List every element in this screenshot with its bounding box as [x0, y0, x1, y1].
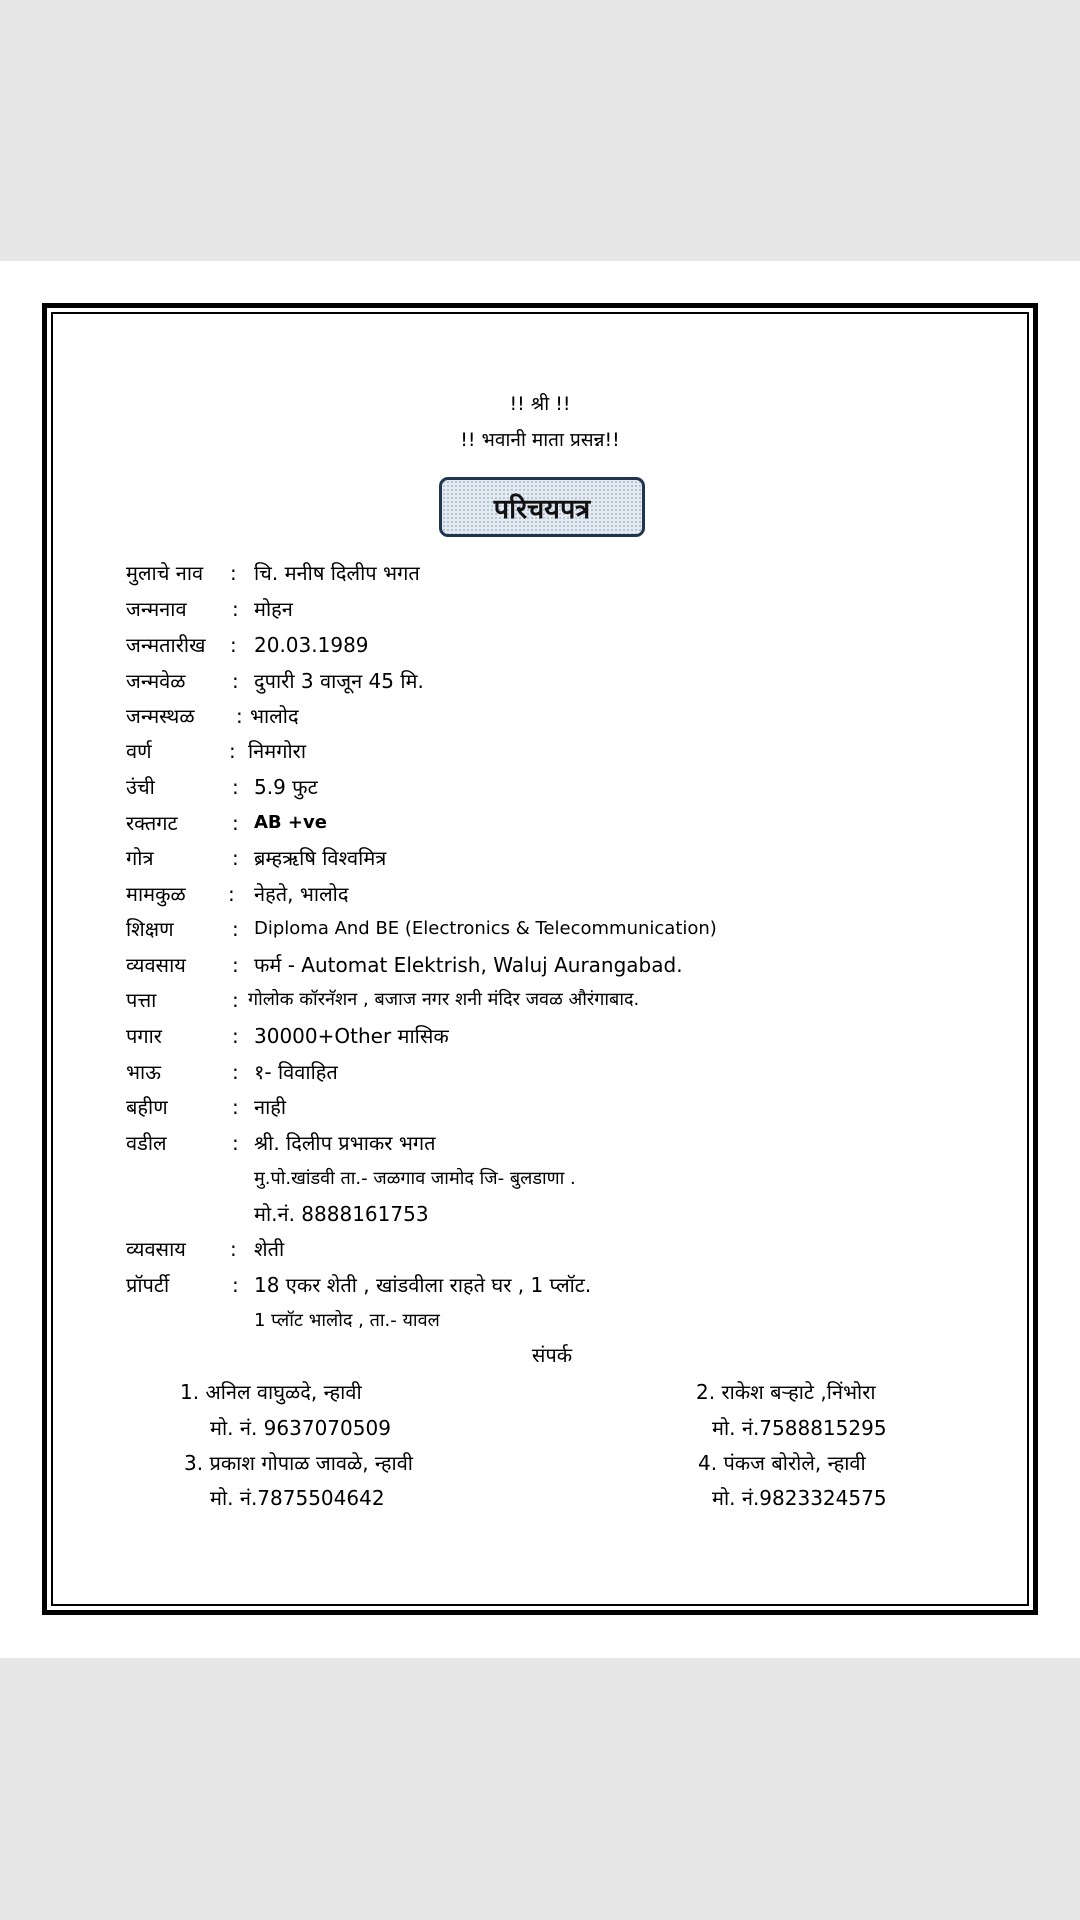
detail-value: दुपारी 3 वाजून 45 मि.	[254, 669, 424, 693]
detail-value: 20.03.1989	[254, 633, 369, 657]
detail-colon: :	[232, 1095, 239, 1119]
contact-phone: मो. नं.7588815295	[712, 1416, 887, 1440]
contact-phone: मो. नं.7875504642	[210, 1486, 385, 1510]
detail-label: जन्मस्थळ	[126, 704, 195, 728]
blessing-line-2: !! भवानी माता प्रसन्न!!	[460, 429, 620, 451]
detail-label: रक्तगट	[126, 811, 178, 835]
detail-label: व्यवसाय	[126, 953, 186, 977]
detail-value: नेहते, भालोद	[254, 882, 349, 906]
detail-label: प्रॉपर्टी	[126, 1273, 170, 1297]
detail-value: शेती	[254, 1237, 285, 1261]
detail-label: गोत्र	[126, 846, 154, 870]
detail-label: भाऊ	[126, 1060, 161, 1084]
detail-value: फर्म - Automat Elektrish, Waluj Aurangabad.	[254, 953, 683, 977]
detail-value: मोहन	[254, 597, 293, 621]
blessing-line-1: !! श्री !!	[509, 393, 571, 415]
property-extra: 1 प्लॉट भालोद , ता.- यावल	[254, 1310, 440, 1331]
detail-value: चि. मनीष दिलीप भगत	[254, 561, 420, 585]
detail-colon: :	[232, 846, 239, 870]
detail-colon: :	[232, 917, 239, 941]
detail-value: 18 एकर शेती , खांडवीला राहते घर , 1 प्लॉट.	[254, 1273, 592, 1297]
detail-colon: :	[229, 739, 236, 763]
detail-colon: :	[232, 1060, 239, 1084]
detail-colon: :	[230, 1237, 237, 1261]
detail-label: पगार	[126, 1024, 162, 1048]
detail-label: उंची	[126, 775, 155, 799]
title-badge	[439, 477, 645, 537]
detail-colon: :	[232, 597, 239, 621]
detail-colon: :	[232, 1024, 239, 1048]
father-address: मु.पो.खांडवी ता.- जळगाव जामोद जि- बुलडाणा .	[254, 1168, 576, 1189]
detail-colon: :	[232, 988, 239, 1012]
detail-colon: :	[232, 953, 239, 977]
contacts-heading: संपर्क	[531, 1343, 573, 1367]
detail-colon: :	[230, 561, 237, 585]
detail-label: शिक्षण	[126, 917, 174, 941]
detail-colon: :	[228, 882, 235, 906]
detail-value: 30000+Other मासिक	[254, 1024, 449, 1048]
detail-colon: :	[232, 811, 239, 835]
detail-colon: :	[232, 1273, 239, 1297]
detail-label: मामकुळ	[126, 882, 186, 906]
detail-colon: :	[232, 669, 239, 693]
detail-value: श्री. दिलीप प्रभाकर भगत	[254, 1131, 436, 1155]
detail-value: निमगोरा	[248, 739, 307, 763]
detail-label: व्यवसाय	[126, 1237, 186, 1261]
detail-value: १- विवाहित	[254, 1060, 338, 1084]
detail-value: भालोद	[250, 704, 299, 728]
contact-phone: मो. नं.9823324575	[712, 1486, 887, 1510]
father-mobile: मो.नं. 8888161753	[254, 1202, 429, 1226]
detail-label: वडील	[126, 1131, 167, 1155]
detail-value: गोलोक कॉरनॅशन , बजाज नगर शनी मंदिर जवळ औरंगाबाद.	[248, 989, 640, 1010]
detail-value: नाही	[254, 1095, 287, 1119]
detail-value: AB +ve	[254, 812, 327, 833]
detail-colon: :	[230, 633, 237, 657]
detail-colon: :	[232, 1131, 239, 1155]
contact-name: 3. प्रकाश गोपाळ जावळे, न्हावी	[184, 1451, 413, 1475]
detail-label: वर्ण	[126, 739, 152, 763]
page-title: परिचयपत्र	[493, 493, 591, 525]
detail-label: बहीण	[126, 1095, 168, 1119]
detail-colon: :	[232, 775, 239, 799]
detail-label: जन्मतारीख	[126, 633, 206, 657]
detail-label: जन्मवेळ	[126, 669, 186, 693]
contact-name: 4. पंकज बोरोले, न्हावी	[698, 1451, 866, 1475]
detail-label: मुलाचे नाव	[126, 561, 204, 585]
detail-value: ब्रम्हऋषि विश्वमित्र	[254, 846, 387, 870]
detail-value: 5.9 फुट	[254, 775, 318, 799]
detail-label: जन्मनाव	[126, 597, 187, 621]
contact-name: 2. राकेश बऱ्हाटे ,निंभोरा	[696, 1380, 876, 1404]
detail-value: Diploma And BE (Electronics & Telecommunication)	[254, 918, 717, 939]
detail-label: पत्ता	[126, 988, 157, 1012]
contact-name: 1. अनिल वाघुळदे, न्हावी	[180, 1380, 362, 1404]
detail-colon: :	[236, 704, 243, 728]
contact-phone: मो. नं. 9637070509	[210, 1416, 391, 1440]
